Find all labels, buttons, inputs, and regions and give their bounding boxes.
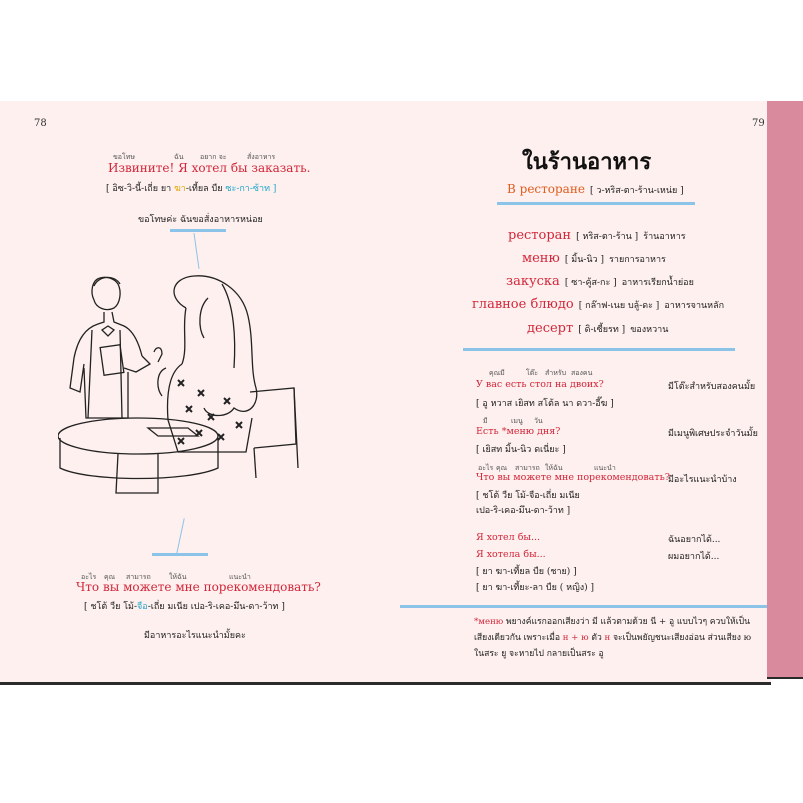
thai-meaning: มีอาหารอะไรแนะนำมั้ยคะ [144,631,246,641]
vocab-item: закуска [ ซา-คู้ส-กะ ] อาหารเรียกน้ำย่อย [506,274,694,289]
vocab-item: главное блюдо [ กล๊าฟ-เนย บลู้-ดะ ] อาหารจานหลัก [472,297,725,312]
divider [463,348,735,351]
thai-meaning: ขอโทษค่ะ ฉันขอสั่งอาหารหน่อย [138,215,263,225]
russian-sentence: У вас есть стол на двоих? [476,379,604,390]
gloss-word: สามารถ [126,573,151,581]
page-number-left: 78 [34,118,47,129]
gloss-word: คุณ [104,573,116,581]
thai-meaning: ฉันอยากได้... [668,535,721,545]
pronunciation: [ ยา ฆา-เที้ยะ-ลา บืย ( หญิง) ] [476,583,595,593]
gloss-word: คุณ [496,464,508,472]
gloss-word: ให้ฉัน [545,464,563,472]
waiter-customer-illustration [58,268,308,526]
divider [170,229,226,232]
gloss-word: สำหรับ [545,369,567,377]
gloss-word: คุณมี [489,369,505,377]
russian-sentence: Есть *меню дня? [476,426,561,437]
russian-sentence: Что вы можете мне порекомендовать? [476,472,670,483]
pronunciation-note: *меню พยางค์แรกออกเสียงว่า มี แล้วตามด้วย นี + อู แบบไวๆ ควบให้เป็น เสียงเดียวกัน เพราะเมื่อ н + ю ตัว н จะเป็นพยัญชนะเสียงอ่อน ส่วนเสียง ю ในสระ ยู จะหายไป กลายเป็นสระ อู [474,617,752,659]
divider [497,202,695,205]
gloss-word: โต๊ะ [526,369,539,377]
gloss-word: อยาก จะ [200,153,227,161]
gloss-word: วัน [534,417,543,425]
pronunciation: [ ยา ฆา-เที้ยล บืย (ชาย) ] [476,567,577,577]
gloss-word: สั่งอาหาร [247,153,276,161]
gloss-word: สองคน [571,369,593,377]
gloss-word: อะไร [81,573,97,581]
pronunciation: เปอ-ริ-เคอ-มึน-ดา-ว้าท ] [476,506,571,516]
thai-meaning: มีโต๊ะสำหรับสองคนมั้ย [668,382,756,392]
thai-meaning: ผมอยากได้... [668,552,720,562]
chapter-tab-strip [767,101,803,677]
russian-sentence: Извините! Я хотел бы заказать. [108,161,311,175]
gloss-word: อะไร [478,464,494,472]
thai-meaning: มีอะไรแนะนำบ้าง [668,475,737,485]
divider [400,605,767,608]
russian-phrase: Я хотела бы... [476,549,546,560]
pronunciation: [ ชโต้ วืย โม้-จือ-เถี่ย มเนีย เปอ-ริ-เคอ-มึน-ดา-ว้าท ] [84,602,285,612]
russian-phrase: Я хотел бы... [476,532,541,543]
vocab-item: меню [ มิ้น-นิว ] รายการอาหาร [522,251,666,266]
gloss-word: ฉัน [174,153,184,161]
pronunciation: [ เยิสท มิ้น-นิว ดเนี่ยะ ] [476,445,566,455]
section-title: ในร้านอาหาร [522,150,652,175]
thai-meaning: มีเมนูพิเศษประจำวันมั้ย [668,429,758,439]
section-subtitle: В ресторане [ ว-หริส-ตา-ร้าน-เหน่ย ] [507,182,684,196]
gloss-word: ขอโทษ [113,153,135,161]
gloss-word: มี [483,417,488,425]
gloss-word: ให้ฉัน [169,573,187,581]
vocab-item: ресторан [ หริส-ตา-ร้าน ] ร้านอาหาร [508,228,686,243]
vocab-item: десерт [ ดิ-เซี้ยรท ] ของหวาน [527,321,669,336]
pronunciation: [ อู หวาส เยิสท สโต้ล นา ดวา-อี๊ฆ ] [476,399,614,409]
pronunciation: [ ชโต้ วืย โม้-จือ-เถี่ย มเนีย [476,491,580,501]
gloss-word: เมนู [511,417,523,425]
gloss-word: แนะนำ [229,573,251,581]
russian-sentence: Что вы можете мне порекомендовать? [76,580,321,594]
page-number-right: 79 [752,118,765,129]
gloss-word: แนะนำ [594,464,616,472]
gloss-word: สามารถ [515,464,540,472]
divider [152,553,208,556]
pronunciation: [ อิซ-วิ-นี้-เถี่ย ยา ฆา-เที้ยล บืย ซะ-กา-ซ้าท ] [106,184,277,194]
book-bottom-edge [0,682,771,685]
